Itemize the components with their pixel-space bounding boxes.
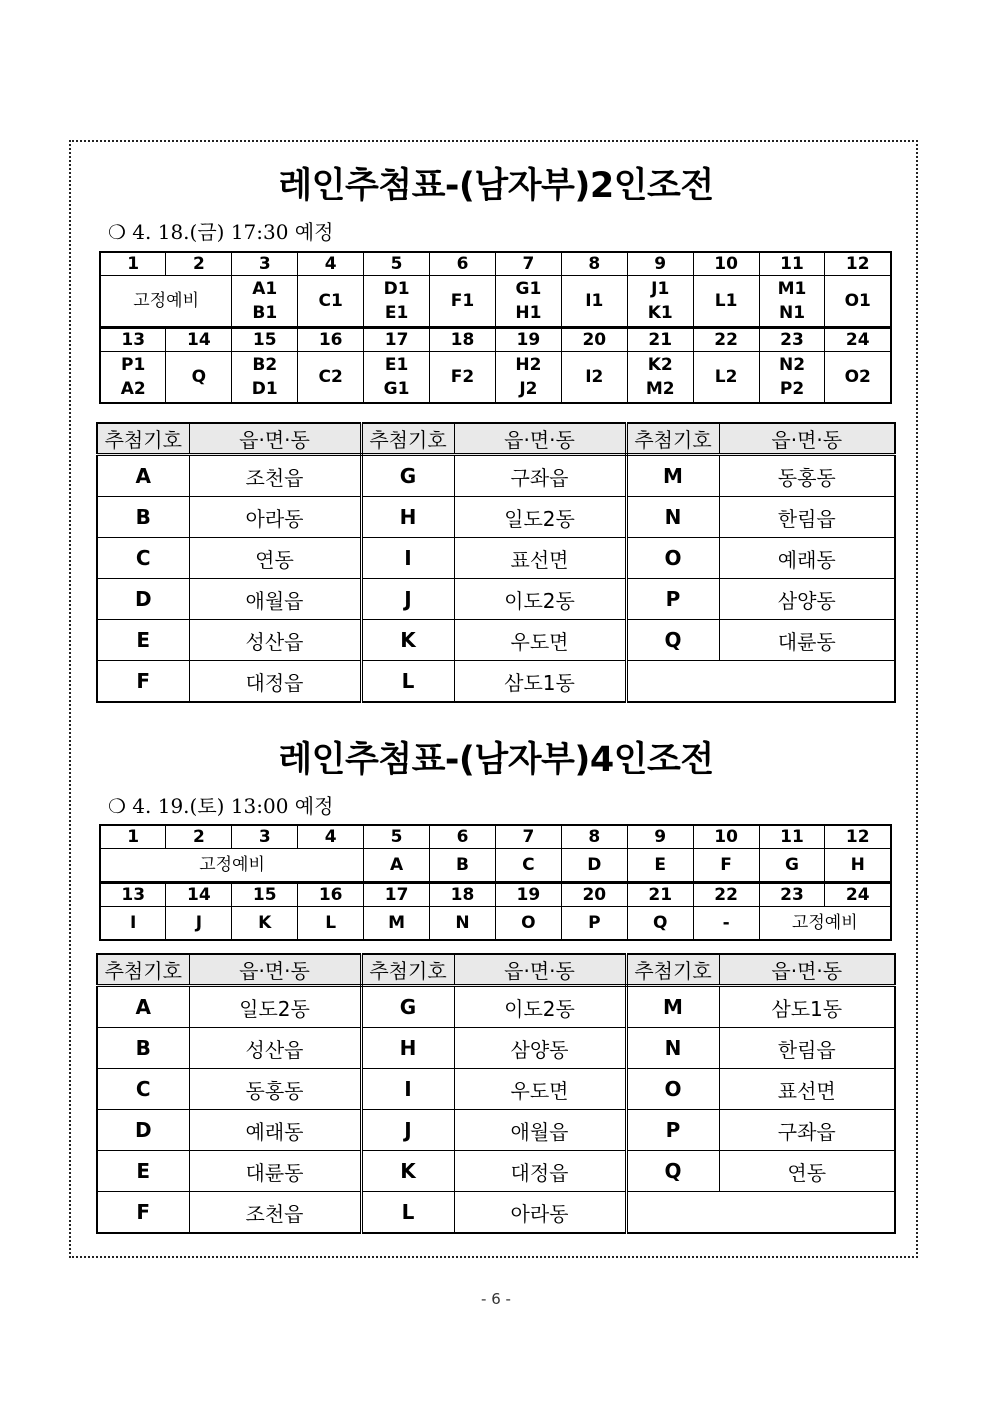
lane-assignment: F [693,849,759,883]
draw-symbol: E [97,620,189,661]
region-name: 일도2동 [454,497,626,538]
lane-assignment: N [430,907,496,941]
draw-symbol: N [626,497,719,538]
region-name: 대륜동 [719,620,895,661]
header-region: 읍·면·동 [454,954,626,986]
region-name: 대륜동 [189,1151,361,1192]
lane-assignment: M1 N1 [759,276,825,328]
region-name: 이도2동 [454,986,626,1028]
region-name: 연동 [719,1151,895,1192]
lane-assignment: H [825,849,891,883]
table-row [97,538,895,579]
region-name: 조천읍 [189,1192,361,1234]
draw-symbol: A [97,986,189,1028]
lane-assignment: G [759,849,825,883]
lane-assignment: B2 D1 [232,352,298,404]
lane-number: 16 [298,883,364,907]
table-row [97,1110,895,1151]
code-table-2person [96,422,896,703]
lane-number: 1 [100,252,166,276]
draw-symbol: D [97,579,189,620]
draw-symbol: E [97,1151,189,1192]
lane-assignment: J [166,907,232,941]
region-name: 연동 [189,538,361,579]
lane-assignment: A [364,849,430,883]
lane-assignment: L2 [693,352,759,404]
draw-symbol [626,661,719,703]
lane-assignment: J1 K1 [627,276,693,328]
lane-number: 20 [561,883,627,907]
table-row [97,1192,895,1234]
lane-assignment: I1 [561,276,627,328]
region-name: 우도면 [454,620,626,661]
region-name: 조천읍 [189,455,361,497]
lane-number: 12 [825,252,891,276]
region-name: 삼도1동 [454,661,626,703]
draw-symbol: B [97,1028,189,1069]
draw-symbol: P [626,1110,719,1151]
lane-number: 4 [298,825,364,849]
table-row [97,497,895,538]
lane-number: 17 [364,883,430,907]
lane-assignment: H2 J2 [495,352,561,404]
lane-number: 12 [825,825,891,849]
lane-assignment: G1 H1 [495,276,561,328]
lane-assignment: 고정예비 [100,276,232,328]
lane-assignment: P [561,907,627,941]
lane-number: 4 [298,252,364,276]
draw-symbol: N [626,1028,719,1069]
lane-number: 18 [430,883,496,907]
lane-number: 15 [232,883,298,907]
header-code: 추첨기호 [97,954,189,986]
page-number: - 6 - [481,1290,511,1308]
draw-symbol: A [97,455,189,497]
draw-symbol: J [361,579,454,620]
lane-table-2person [99,251,892,404]
region-name [719,1192,895,1234]
draw-symbol: G [361,986,454,1028]
header-code: 추첨기호 [626,423,719,455]
region-name: 삼양동 [454,1028,626,1069]
lane-assignment: M [364,907,430,941]
draw-symbol: H [361,497,454,538]
draw-symbol: Q [626,1151,719,1192]
lane-number: 1 [100,825,166,849]
region-name: 성산읍 [189,1028,361,1069]
lane-number: 6 [430,825,496,849]
lane-number: 8 [561,825,627,849]
lane-number: 8 [561,252,627,276]
lane-assignment: L [298,907,364,941]
region-name: 우도면 [454,1069,626,1110]
draw-symbol: K [361,620,454,661]
region-name: 동홍동 [719,455,895,497]
lane-number: 14 [166,883,232,907]
lane-number: 13 [100,328,166,352]
lane-assignment: 고정예비 [759,907,891,941]
region-name: 삼도1동 [719,986,895,1028]
draw-symbol: D [97,1110,189,1151]
draw-symbol: C [97,1069,189,1110]
region-name: 아라동 [454,1192,626,1234]
lane-number: 19 [495,883,561,907]
lane-number: 23 [759,328,825,352]
draw-symbol: C [97,538,189,579]
lane-assignment: 고정예비 [100,849,364,883]
lane-assignment: F1 [430,276,496,328]
header-code: 추첨기호 [626,954,719,986]
lane-number: 10 [693,825,759,849]
draw-symbol: L [361,661,454,703]
header-code: 추첨기호 [361,423,454,455]
section2-title: 레인추첨표-(남자부)4인조전 [278,740,714,780]
lane-number: 10 [693,252,759,276]
lane-assignment: Q [627,907,693,941]
lane-assignment: O [495,907,561,941]
draw-symbol: B [97,497,189,538]
region-name: 성산읍 [189,620,361,661]
lane-number: 11 [759,825,825,849]
header-code: 추첨기호 [97,423,189,455]
lane-table-4person [99,824,892,941]
lane-number: 24 [825,883,891,907]
header-region: 읍·면·동 [189,423,361,455]
draw-symbol [626,1192,719,1234]
draw-symbol: P [626,579,719,620]
region-name: 한림읍 [719,1028,895,1069]
draw-symbol: O [626,538,719,579]
lane-assignment: Q [166,352,232,404]
code-table-4person [96,953,896,1234]
lane-number: 24 [825,328,891,352]
lane-number: 14 [166,328,232,352]
section2-schedule: ❍ 4. 19.(토) 13:00 예정 [108,794,334,818]
draw-symbol: L [361,1192,454,1234]
lane-number: 7 [495,252,561,276]
lane-number: 9 [627,825,693,849]
lane-number: 5 [364,825,430,849]
lane-number: 2 [166,252,232,276]
lane-number: 21 [627,328,693,352]
lane-number: 22 [693,883,759,907]
table-row [97,455,895,497]
lane-number: 18 [430,328,496,352]
lane-assignment: L1 [693,276,759,328]
lane-assignment: - [693,907,759,941]
region-name: 애월읍 [454,1110,626,1151]
region-name: 삼양동 [719,579,895,620]
region-name: 아라동 [189,497,361,538]
lane-number: 9 [627,252,693,276]
lane-number: 21 [627,883,693,907]
region-name: 예래동 [719,538,895,579]
region-name: 표선면 [454,538,626,579]
lane-assignment: A1 B1 [232,276,298,328]
draw-symbol: I [361,1069,454,1110]
draw-symbol: J [361,1110,454,1151]
lane-assignment: P1 A2 [100,352,166,404]
lane-assignment: C [495,849,561,883]
lane-assignment: I2 [561,352,627,404]
draw-symbol: H [361,1028,454,1069]
draw-symbol: M [626,986,719,1028]
header-code: 추첨기호 [361,954,454,986]
region-name: 예래동 [189,1110,361,1151]
lane-assignment: F2 [430,352,496,404]
lane-number: 22 [693,328,759,352]
draw-symbol: F [97,661,189,703]
lane-assignment: I [100,907,166,941]
lane-number: 23 [759,883,825,907]
table-row [97,986,895,1028]
draw-symbol: M [626,455,719,497]
section1-title: 레인추첨표-(남자부)2인조전 [278,166,714,206]
region-name: 일도2동 [189,986,361,1028]
draw-symbol: O [626,1069,719,1110]
lane-number: 7 [495,825,561,849]
header-region: 읍·면·동 [189,954,361,986]
lane-assignment: N2 P2 [759,352,825,404]
lane-assignment: C2 [298,352,364,404]
table-row [97,579,895,620]
lane-number: 19 [495,328,561,352]
lane-assignment: O1 [825,276,891,328]
lane-number: 3 [232,825,298,849]
lane-number: 15 [232,328,298,352]
table-row [97,1028,895,1069]
lane-assignment: K2 M2 [627,352,693,404]
region-name: 구좌읍 [454,455,626,497]
region-name: 대정읍 [454,1151,626,1192]
region-name: 대정읍 [189,661,361,703]
lane-assignment: D1 E1 [364,276,430,328]
lane-number: 5 [364,252,430,276]
region-name: 표선면 [719,1069,895,1110]
lane-number: 11 [759,252,825,276]
lane-number: 6 [430,252,496,276]
draw-symbol: F [97,1192,189,1234]
table-row [97,1151,895,1192]
region-name [719,661,895,703]
lane-assignment: C1 [298,276,364,328]
draw-symbol: K [361,1151,454,1192]
lane-assignment: E1 G1 [364,352,430,404]
lane-number: 2 [166,825,232,849]
header-region: 읍·면·동 [719,423,895,455]
lane-assignment: D [561,849,627,883]
header-region: 읍·면·동 [454,423,626,455]
table-row [97,1069,895,1110]
lane-number: 3 [232,252,298,276]
region-name: 애월읍 [189,579,361,620]
lane-number: 20 [561,328,627,352]
draw-symbol: G [361,455,454,497]
lane-assignment: O2 [825,352,891,404]
region-name: 동홍동 [189,1069,361,1110]
table-row [97,620,895,661]
lane-number: 13 [100,883,166,907]
lane-assignment: K [232,907,298,941]
region-name: 구좌읍 [719,1110,895,1151]
region-name: 이도2동 [454,579,626,620]
lane-assignment: B [430,849,496,883]
lane-assignment: E [627,849,693,883]
table-row [97,661,895,703]
region-name: 한림읍 [719,497,895,538]
draw-symbol: I [361,538,454,579]
header-region: 읍·면·동 [719,954,895,986]
section1-schedule: ❍ 4. 18.(금) 17:30 예정 [108,220,334,244]
lane-number: 16 [298,328,364,352]
lane-number: 17 [364,328,430,352]
draw-symbol: Q [626,620,719,661]
